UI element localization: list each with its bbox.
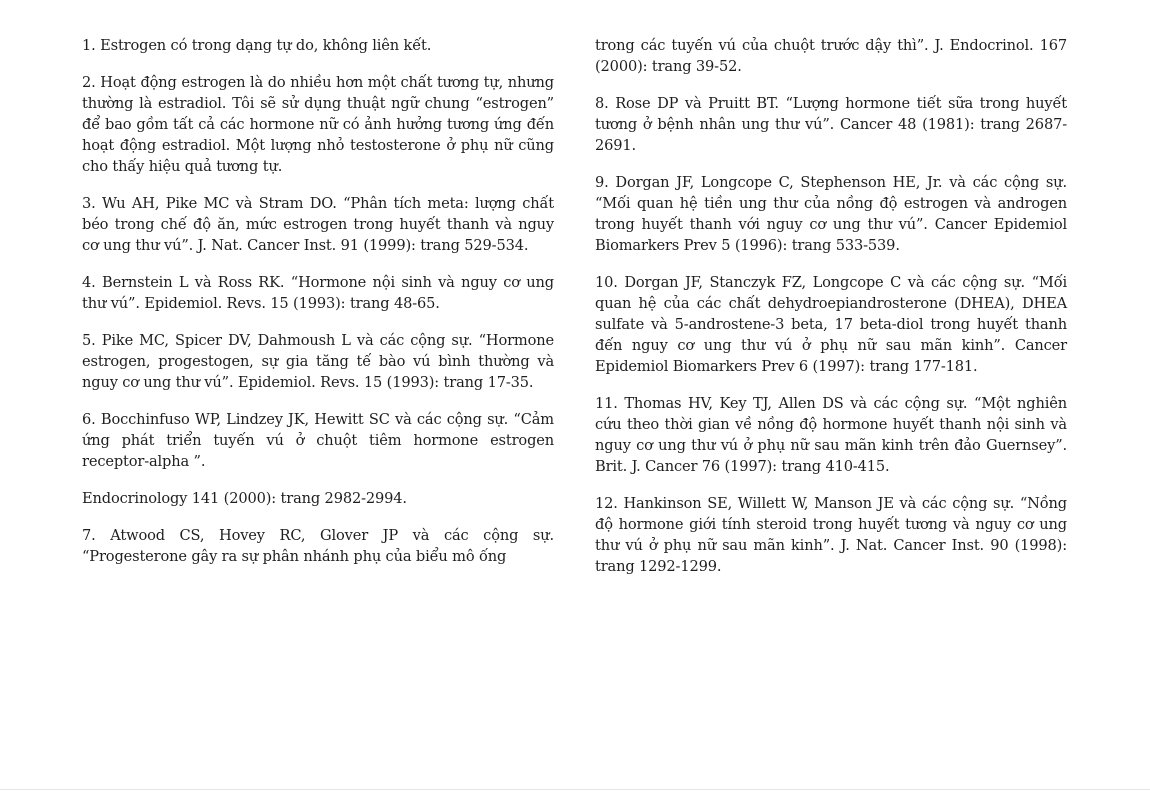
reference-5: 5. Pike MC, Spicer DV, Dahmoush L và các cộng sự. “Hormone estrogen, progestogen, sự gia tăng tế bào vú bình thường và nguy cơ ung thư vú”. Epidemiol. Revs. 15 (1993): trang 17-35. bbox=[82, 332, 554, 391]
reference-8: 8. Rose DP và Pruitt BT. “Lượng hormone tiết sữa trong huyết tương ở bệnh nhân ung thư vú”. Cancer 48 (1981): trang 2687-2691. bbox=[595, 95, 1067, 154]
reference-3: 3. Wu AH, Pike MC và Stram DO. “Phân tích meta: lượng chất béo trong chế độ ăn, mức estrogen trong huyết thanh và nguy cơ ung thư vú”. J. Nat. Cancer Inst. 91 (1999): trang 529-534. bbox=[82, 195, 554, 254]
references-right-column bbox=[595, 35, 1067, 577]
references-left-column bbox=[82, 35, 554, 567]
page-bottom-divider bbox=[0, 789, 1150, 790]
reference-7: 7. Atwood CS, Hovey RC, Glover JP và các cộng sự. “Progesterone gây ra sự phân nhánh phụ của biểu mô ống bbox=[82, 527, 554, 565]
reference-4: 4. Bernstein L và Ross RK. “Hormone nội sinh và nguy cơ ung thư vú”. Epidemiol. Revs. 15 (1993): trang 48-65. bbox=[82, 274, 554, 312]
reference-6-continuation: Endocrinology 141 (2000): trang 2982-2994. bbox=[82, 490, 407, 507]
reference-7-continuation: trong các tuyến vú của chuột trước dậy thì”. J. Endocrinol. 167 (2000): trang 39-52. bbox=[595, 37, 1067, 75]
reference-12: 12. Hankinson SE, Willett W, Manson JE và các cộng sự. “Nồng độ hormone giới tính steroid trong huyết tương và nguy cơ ung thư vú ở phụ nữ sau mãn kinh”. J. Nat. Cancer Inst. 90 (1998): trang 1292-1299. bbox=[595, 495, 1067, 575]
reference-1: 1. Estrogen có trong dạng tự do, không liên kết. bbox=[82, 37, 432, 54]
reference-2: 2. Hoạt động estrogen là do nhiều hơn một chất tương tự, nhưng thường là estradiol. Tôi sẽ sử dụng thuật ngữ chung “estrogen” để bao gồm tất cả các hormone nữ có ảnh hưởng tương ứng đến hoạt động estradiol. Một lượng nhỏ testosterone ở phụ nữ cũng cho thấy hiệu quả tương tự. bbox=[82, 74, 554, 175]
reference-6: 6. Bocchinfuso WP, Lindzey JK, Hewitt SC và các cộng sự. “Cảm ứng phát triển tuyến vú ở chuột tiêm hormone estrogen receptor-alpha ”. bbox=[82, 411, 554, 470]
reference-9: 9. Dorgan JF, Longcope C, Stephenson HE, Jr. và các cộng sự. “Mối quan hệ tiền ung thư của nồng độ estrogen và androgen trong huyết thanh với nguy cơ ung thư vú”. Cancer Epidemiol Biomarkers Prev 5 (1996): trang 533-539. bbox=[595, 174, 1067, 254]
reference-11: 11. Thomas HV, Key TJ, Allen DS và các cộng sự. “Một nghiên cứu theo thời gian về nồng độ hormone huyết thanh nội sinh và nguy cơ ung thư vú ở phụ nữ sau mãn kinh trên đảo Guernsey”. Brit. J. Cancer 76 (1997): trang 410-415. bbox=[595, 395, 1067, 475]
reference-10: 10. Dorgan JF, Stanczyk FZ, Longcope C và các cộng sự. “Mối quan hệ của các chất dehydroepiandrosterone (DHEA), DHEA sulfate và 5-androstene-3 beta, 17 beta-diol trong huyết thanh đến nguy cơ ung thư vú ở phụ nữ sau mãn kinh”. Cancer Epidemiol Biomarkers Prev 6 (1997): trang 177-181. bbox=[595, 274, 1067, 375]
